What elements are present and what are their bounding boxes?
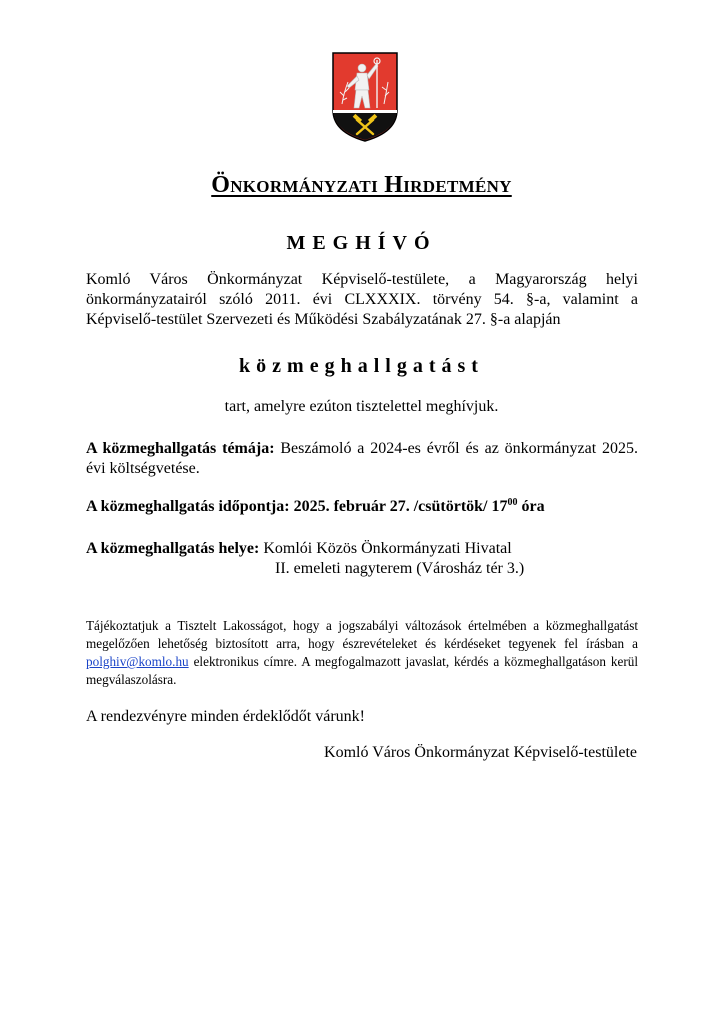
time-minutes: 00 bbox=[507, 497, 518, 508]
public-hearing-heading: közmeghallgatást bbox=[239, 355, 484, 377]
info-text-before: Tájékoztatjuk a Tisztelt Lakosságot, hogy a jogszabályi változások értelmében a közmeghallgatást megelőzően lehetőség biztosított arra, hogy észrevételeket és kérdéseket tegyenek fel írásban a bbox=[86, 618, 638, 651]
date-label: A közmeghallgatás időpontja: 2025. február 27. /csütörtök/ 17 bbox=[86, 498, 508, 515]
location-label: A közmeghallgatás helye: bbox=[86, 540, 260, 557]
topic-label: A közmeghallgatás témája: bbox=[86, 440, 275, 457]
topic-text: Beszámoló a 2024-es évről és az önkormányzat 2025. évi költségvetése. bbox=[86, 440, 638, 477]
email-link[interactable]: polghiv@komlo.hu bbox=[86, 654, 189, 669]
time-suffix: óra bbox=[517, 498, 545, 515]
closing-line: A rendezvényre minden érdeklődőt várunk! bbox=[86, 708, 366, 725]
info-paragraph bbox=[86, 617, 638, 689]
invitation-heading: MEGHÍVÓ bbox=[286, 232, 437, 254]
intro-paragraph: Komló Város Önkormányzat Képviselő-testülete, a Magyarország helyi önkormányzatairól szóló 2011. évi CLXXXIX. törvény 54. §-a, valamint a Képviselő-testület Szervezeti és Működési Szabályzatának 27. §-a alapján bbox=[86, 271, 638, 328]
location-paragraph bbox=[86, 539, 638, 579]
date-paragraph bbox=[86, 497, 638, 517]
info-text-after: elektronikus címre. A megfogalmazott javaslat, kérdés a közmeghallgatáson kerül megválaszolásra. bbox=[86, 654, 638, 687]
coat-of-arms-icon bbox=[332, 52, 398, 142]
signature: Komló Város Önkormányzat Képviselő-testülete bbox=[324, 744, 637, 761]
location-line-1: Komlói Közös Önkormányzati Hivatal bbox=[259, 540, 512, 557]
invitation-line: tart, amelyre ezúton tisztelettel meghívjuk. bbox=[224, 398, 499, 415]
topic-paragraph bbox=[86, 439, 638, 479]
location-line-2: II. emeleti nagyterem (Városház tér 3.) bbox=[275, 560, 525, 577]
document-title: Önkormányzati Hirdetmény bbox=[211, 172, 512, 198]
